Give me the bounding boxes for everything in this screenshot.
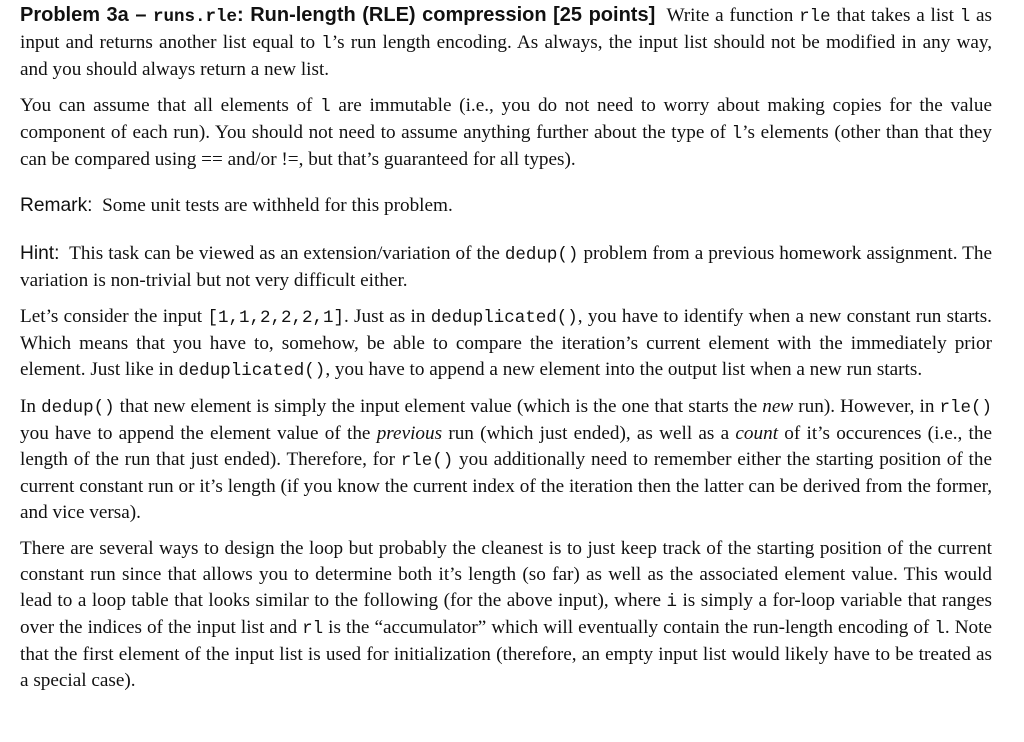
text-run: , you have to identify when a new constant run starts. Which means that you have to, somehow, be able to compare the iteration’s current element with the immediately prior element. Just like in xyxy=(20,306,997,380)
code-run: dedup() xyxy=(504,245,579,265)
text-run: is the “accumulator” which will eventually contain the run-length encoding of xyxy=(323,617,935,638)
code-run: [1,1,2,2,2,1] xyxy=(207,308,344,328)
text-run: There are several ways to design the loop but probably the cleanest is to just keep track of the starting position of the current constant run since that allows you to determine both it’s length (so far) as well as the associated element value. This would lead to a loop table that looks similar to the following (for the above input), where xyxy=(20,538,997,611)
assumption-paragraph xyxy=(20,93,997,173)
code-run: rle() xyxy=(400,451,454,471)
text-run: of it’s occurences (i.e., the length of the run that just ended). Therefore, for xyxy=(20,423,997,470)
code-run: i xyxy=(666,592,677,612)
problem-title: Problem 3a – runs.rle: Run-length (RLE) compression [25 points] xyxy=(20,4,656,27)
loop-design-paragraph xyxy=(20,536,997,694)
label-run: Remark: xyxy=(20,195,93,216)
text-run: . Note that the first element of the input list is used for initialization (therefore, an empty input list would likely have to be treated as a special case). xyxy=(20,617,997,691)
code-run: l xyxy=(959,7,971,27)
text-run: you additionally need to remember either the starting position of the current constant run or it’s length (if you know the current index of the iteration then the latter can be derived from the former, and vice versa). xyxy=(20,449,997,523)
text-run: run). However, in xyxy=(793,396,940,417)
code-run: l xyxy=(320,97,331,117)
code-run: dedup() xyxy=(41,398,115,418)
emphasis-run: count xyxy=(735,423,779,444)
code-run: rle() xyxy=(939,398,993,418)
text-run: You can assume that all elements of xyxy=(20,95,321,116)
text-run: as input and returns another list equal to xyxy=(20,5,997,53)
text-run: are immutable (i.e., you do not need to worry about making copies for the value component of each run). You should not need to assume anything further about the type of xyxy=(20,95,997,143)
label-run: Hint: xyxy=(20,243,60,264)
text-run: that takes a list xyxy=(830,5,960,26)
hint-paragraph xyxy=(20,241,997,294)
problem-title-code: runs.rle xyxy=(153,7,238,27)
text-run: ’s run length encoding. As always, the input list should not be modified in any way, and you should always return a new list. xyxy=(20,32,997,80)
text-run: ’s elements (other than that they can be compared using == and/or !=, but that’s guaranteed for all types). xyxy=(20,122,997,170)
input-example-paragraph xyxy=(20,304,997,384)
emphasis-run: previous xyxy=(376,423,443,444)
text-run: run (which just ended), as well as a xyxy=(442,423,736,444)
text-run: you have to append the element value of the xyxy=(20,396,997,444)
remark-paragraph xyxy=(20,193,992,219)
problem-paragraph xyxy=(20,2,997,83)
code-run: l xyxy=(731,124,743,144)
text-run: Write a function xyxy=(655,5,800,26)
emphasis-run: new xyxy=(762,396,794,417)
text-run: In xyxy=(20,396,42,417)
text-run: is simply a for-loop variable that ranges over the indices of the input list and xyxy=(20,590,997,638)
text-run: that new element is simply the input element value (which is the one that starts the xyxy=(114,396,763,417)
dedup-comparison-paragraph xyxy=(20,394,997,526)
text-run: This task can be viewed as an extension/variation of the xyxy=(59,243,505,264)
code-run: rl xyxy=(302,619,324,639)
code-run: deduplicated() xyxy=(178,361,326,381)
text-run: . Just as in xyxy=(343,306,431,327)
text-run: , you have to append a new element into the output list when a new run starts. xyxy=(325,359,923,380)
text-run: problem from a previous homework assignment. The variation is non-trivial but not very difficult either. xyxy=(20,243,997,291)
code-run: rle xyxy=(799,7,831,27)
text-run: Let’s consider the input xyxy=(20,306,208,327)
code-run: deduplicated() xyxy=(430,308,578,328)
code-run: l xyxy=(934,619,945,639)
code-run: l xyxy=(321,34,332,54)
text-run: Some unit tests are withheld for this problem. xyxy=(92,195,453,216)
